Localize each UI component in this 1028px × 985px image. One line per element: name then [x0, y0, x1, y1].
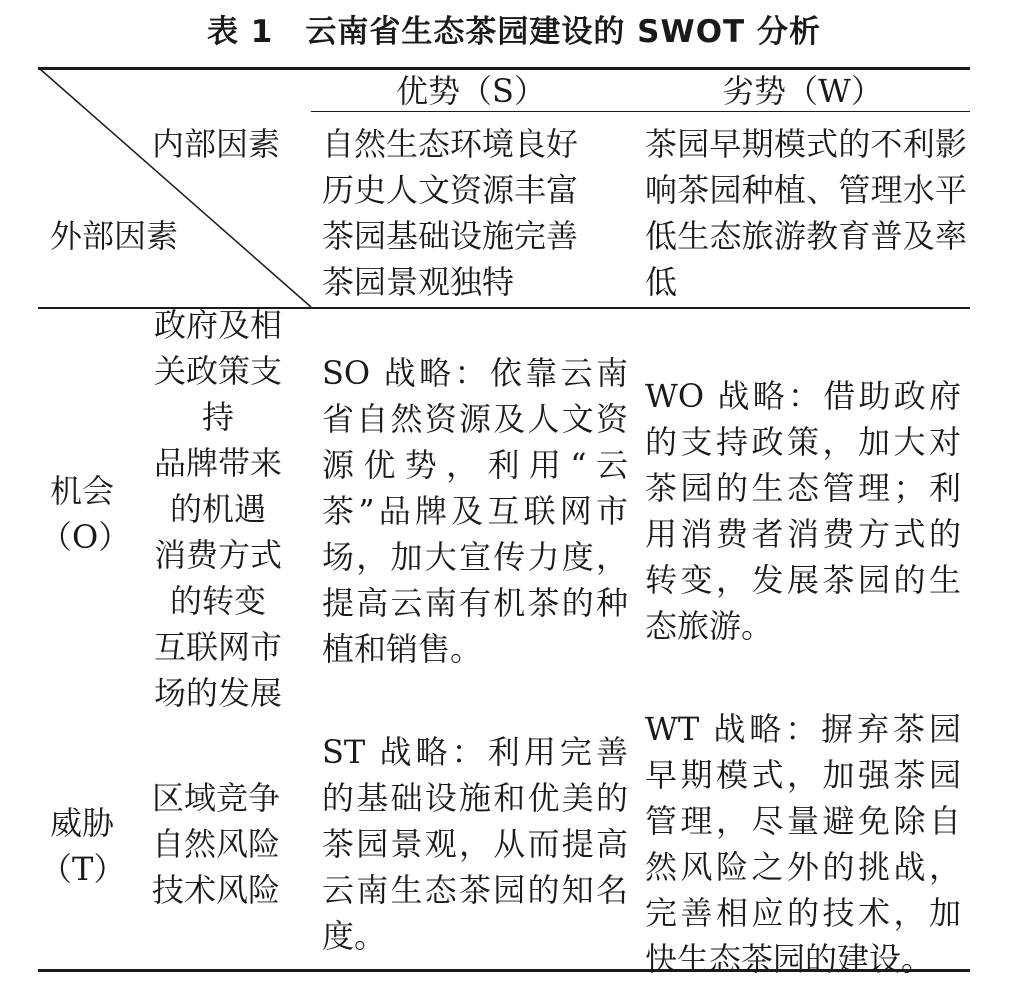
so-strategy: SO 战略：依靠云南省自然资源及人文资源优势，利用“云茶”品牌及互联网市场，加大宣传力度，提高云南有机茶的种植和销售。 [322, 354, 628, 668]
wo-strategy: WO 战略：借助政府的支持政策，加大对茶园的生态管理；利用消费者消费方式的转变，发展茶园的生态旅游。 [645, 377, 961, 645]
wt-strategy: WT 战略：摒弃茶园早期模式，加强茶园管理，尽量避免除自然风险之外的挑战，完善相应的技术，加快生态茶园的建设。 [645, 710, 961, 978]
opportunities-factors: 政府及相 关政策支 持 品牌带来 的机遇 消费方式 的转变 互联网市 场的发展 [153, 306, 282, 712]
threats-factors: 区域竞争 自然风险 技术风险 [152, 779, 281, 909]
internal-factors-label: 内部因素 [152, 125, 281, 163]
strengths-heading: 优势（S） [396, 72, 546, 110]
weaknesses-heading: 劣势（W） [722, 72, 883, 110]
opportunities-label: 机会 （O） [40, 472, 131, 556]
external-factors-label: 外部因素 [50, 217, 179, 255]
threats-label: 威胁 （T） [40, 804, 126, 888]
strengths-items: 自然生态环境良好 历史人文资源丰富 茶园基础设施完善 茶园景观独特 [322, 125, 579, 301]
table-title: 表 1 云南省生态茶园建设的 SWOT 分析 [207, 14, 821, 50]
weaknesses-items: 茶园早期模式的不利影响茶园种植、管理水平低生态旅游教育普及率低 [645, 125, 967, 301]
st-strategy: ST 战略：利用完善的基础设施和优美的茶园景观，从而提高云南生态茶园的知名度。 [322, 733, 628, 955]
